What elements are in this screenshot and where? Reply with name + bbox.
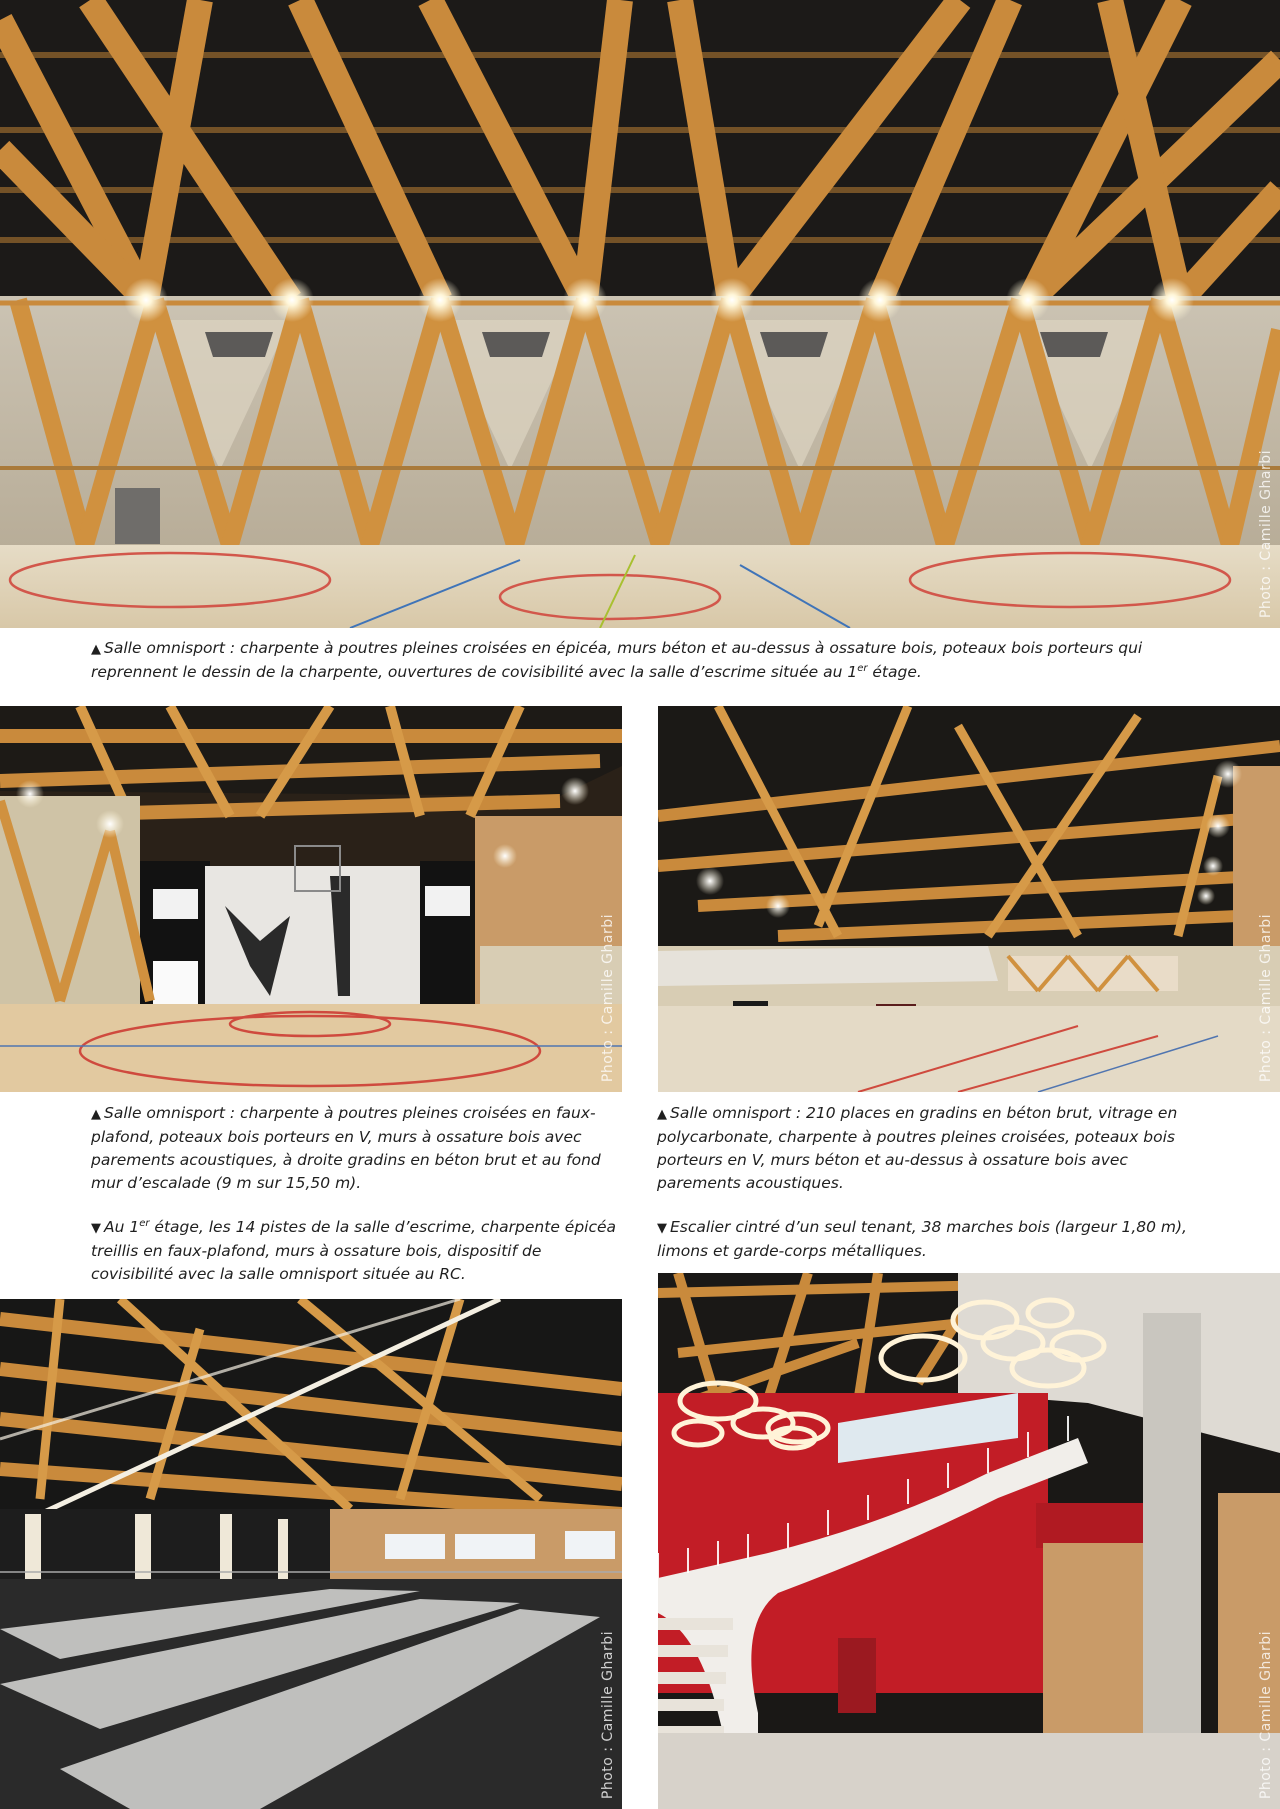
photo-credit: Photo : Camille Gharbi bbox=[1258, 449, 1274, 618]
photo-credit: Photo : Camille Gharbi bbox=[600, 1630, 616, 1799]
triangle-up-icon: ▲ bbox=[657, 1107, 667, 1122]
photo-credit: Photo : Camille Gharbi bbox=[1258, 1630, 1274, 1799]
photo-escalier-cintre bbox=[658, 1273, 1280, 1809]
photo-salle-omnisport-gradins bbox=[658, 706, 1280, 1092]
caption-salle-omnisport-escalade: ▲ Salle omnisport : charpente à poutres pleines croisées en faux-plafond, poteaux bois porteurs en V, murs à ossature bois avec parements acoustiques, à droite gradins en béton brut et au fond mur d’escalade (9 m sur 15,50 m). bbox=[91, 1104, 601, 1192]
caption-salle-escrime: ▼ Au 1er étage, les 14 pistes de la salle d’escrime, charpente épicéa treillis en faux-plafond, murs à ossature bois, dispositif de covisibilité avec la salle omnisport située au RC. bbox=[91, 1217, 617, 1283]
photo-salle-escrime bbox=[0, 1299, 622, 1809]
photo-credit: Photo : Camille Gharbi bbox=[1258, 913, 1274, 1082]
triangle-down-icon: ▼ bbox=[657, 1221, 667, 1236]
triangle-up-icon: ▲ bbox=[91, 642, 101, 657]
triangle-down-icon: ▼ bbox=[91, 1221, 101, 1236]
caption-salle-omnisport-gradins: ▲ Salle omnisport : 210 places en gradins en béton brut, vitrage en polycarbonate, charpente à poutres pleines croisées, poteaux bois porteurs en V, murs béton et au-dessus à ossature bois avec parements acoustiques. bbox=[657, 1104, 1178, 1192]
caption-paragraph: ▲ Salle omnisport : charpente à poutres pleines croisées en épicéa, murs béton et au-dessus à ossature bois, poteaux bois porteurs qui reprennent le dessin de la charpente, ouvertures de covisibilité avec la salle d’escrime située au 1er étage. bbox=[91, 639, 1143, 681]
caption-escalier-cintre: ▼ Escalier cintré d’un seul tenant, 38 marches bois (largeur 1,80 m), limons et garde-corps métalliques. bbox=[657, 1218, 1187, 1260]
photo-salle-omnisport-charpente bbox=[0, 0, 1280, 628]
caption-salle-omnisport-charpente bbox=[91, 637, 1201, 684]
photo-salle-omnisport-escalade bbox=[0, 706, 622, 1092]
caption-column-right bbox=[657, 1102, 1187, 1263]
photo-credit: Photo : Camille Gharbi bbox=[600, 913, 616, 1082]
caption-column-left bbox=[91, 1102, 621, 1286]
triangle-up-icon: ▲ bbox=[91, 1107, 101, 1122]
